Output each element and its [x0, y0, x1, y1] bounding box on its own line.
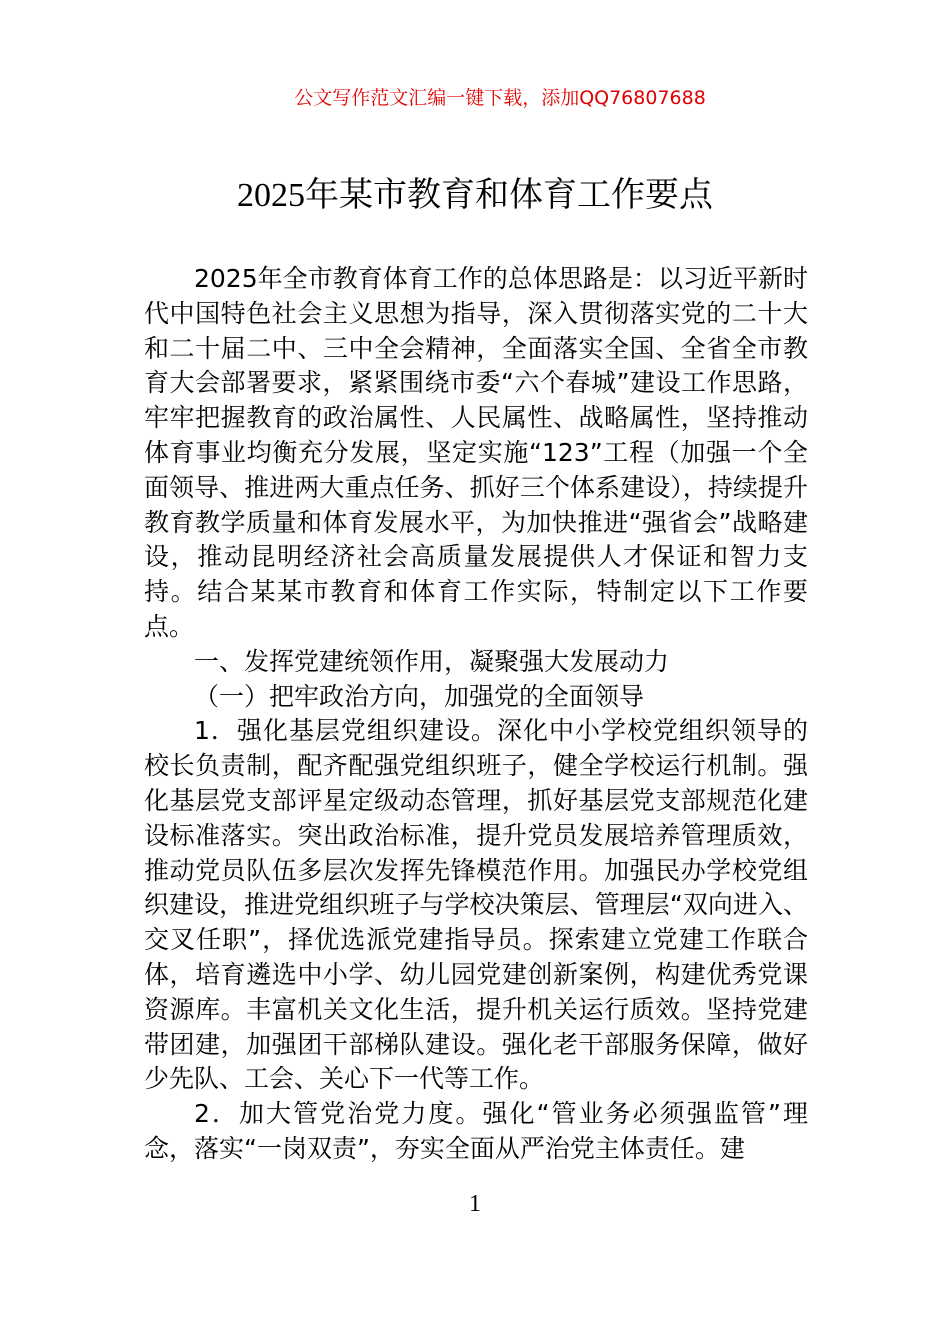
- download-notice: 公文写作范文汇编一键下载，添加QQ76807688: [294, 87, 706, 109]
- document-title: 2025年某市教育和体育工作要点: [237, 177, 713, 214]
- page-number: 1: [469, 1191, 481, 1217]
- item-paragraph-2: 2．加大管党治党力度。强化“管业务必须强监管”理念，落实“一岗双责”，夯实全面从严治党主体责任。建: [144, 1099, 808, 1163]
- intro-paragraph: 2025年全市教育体育工作的总体思路是：以习近平新时代中国特色社会主义思想为指导，深入贯彻落实党的二十大和二十届二中、三中全会精神，全面落实全国、全省全市教育大会部署要求，紧紧围绕市委“六个春城”建设工作思路，牢牢把握教育的政治属性、人民属性、战略属性，坚持推动体育事业均衡充分发展，坚定实施“123”工程（加强一个全面领导、推进两大重点任务、抓好三个体系建设），持续提升教育教学质量和体育发展水平，为加快推进“强省会”战略建设，推动昆明经济社会高质量发展提供人才保证和智力支持。结合某某市教育和体育工作实际，特制定以下工作要点。: [144, 264, 808, 641]
- section-heading-1: 一、发挥党建统领作用，凝聚强大发展动力: [194, 646, 670, 676]
- item-paragraph-1: 1．强化基层党组织建设。深化中小学校党组织领导的校长负责制，配齐配强党组织班子，健全学校运行机制。强化基层党支部评星定级动态管理，抓好基层党支部规范化建设标准落实。突出政治标准，提升党员发展培养管理质效，推动党员队伍多层次发挥先锋模范作用。加强民办学校党组织建设，推进党组织班子与学校决策层、管理层“双向进入、交叉任职”，择优选派党建指导员。探索建立党建工作联合体，培育遴选中小学、幼儿园党建创新案例，构建优秀党课资源库。丰富机关文化生活，提升机关运行质效。坚持党建带团建，加强团干部梯队建设。强化老干部服务保障，做好少先队、工会、关心下一代等工作。: [144, 716, 808, 1094]
- subsection-heading-1: （一）把牢政治方向，加强党的全面领导: [194, 681, 645, 711]
- document-body: [144, 262, 808, 1167]
